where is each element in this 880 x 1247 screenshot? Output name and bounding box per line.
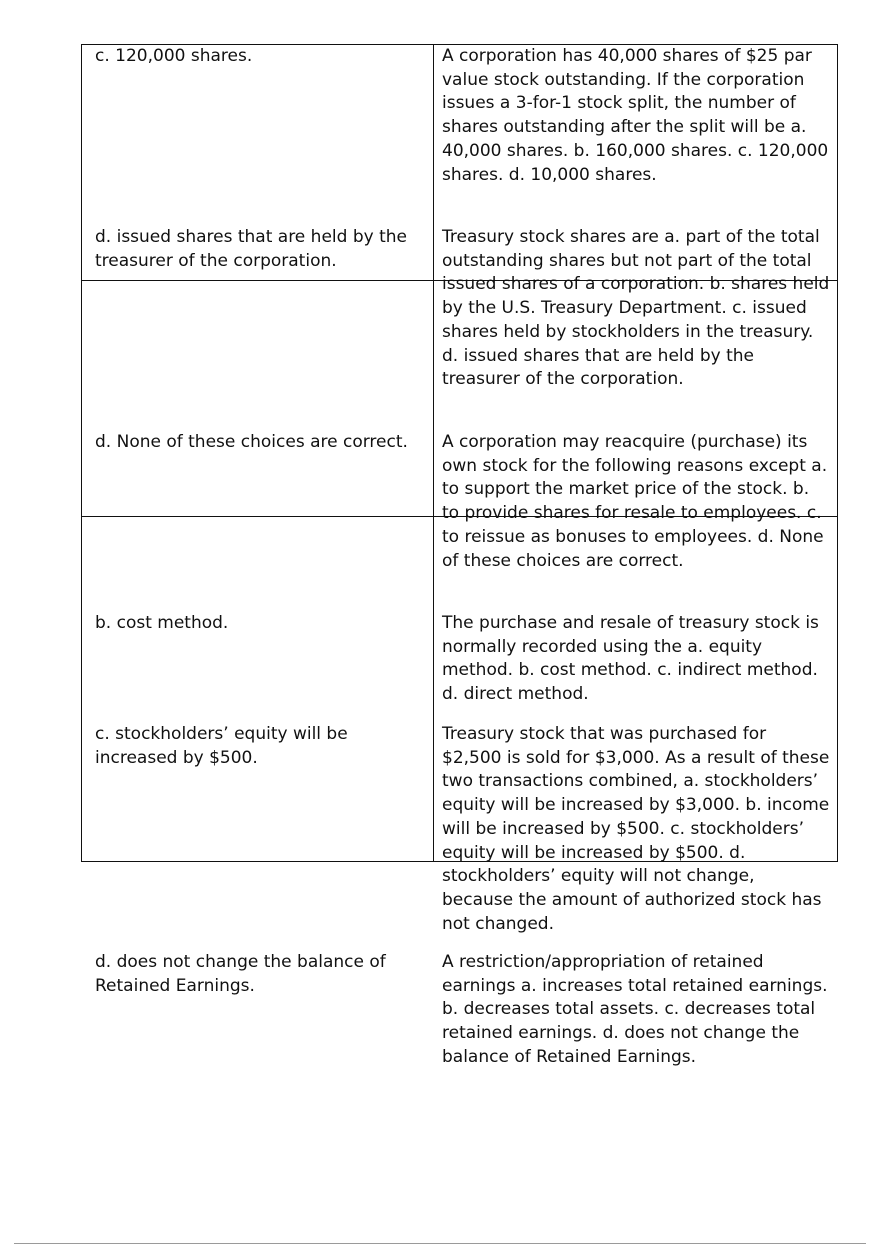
answer-cell-2: d. issued shares that are held by the treasurer of the corporation. xyxy=(95,227,407,271)
question-cell-6: A restriction/appropriation of retained earnings a. increases total retained earnings. b. decreases total assets. c. decreases total retained earnings. d. does not change the balance of Retained Earnings. xyxy=(442,952,828,1067)
answer-cell-1: c. 120,000 shares. xyxy=(95,46,253,66)
question-cell-1: A corporation has 40,000 shares of $25 par value stock outstanding. If the corporation issues a 3-for-1 stock split, the number of shares outstanding after the split will be a. 40,000 shares. b. 160,000 shares. c. 120,000 shares. d. 10,000 shares. xyxy=(442,46,829,185)
question-cell-5: Treasury stock that was purchased for $2,500 is sold for $3,000. As a result of these two transactions combined, a. stockholders’ equity will be increased by $3,000. b. income will be increased by $500. c. stockholders’ equity will be increased by $500. d. stockholders’ equity will not change, because the amount of authorized stock has not changed. xyxy=(442,724,830,934)
answer-cell-4: b. cost method. xyxy=(95,613,229,633)
question-cell-3: A corporation may reacquire (purchase) its own stock for the following reasons except a. to support the market price of the stock. b. to provide shares for resale to employees. c. to reissue as bonuses to employees. d. None of these choices are correct. xyxy=(442,432,828,571)
answer-cell-5: c. stockholders’ equity will be increased by $500. xyxy=(95,724,348,768)
answer-cell-6: d. does not change the balance of Retained Earnings. xyxy=(95,952,386,996)
footer-rule xyxy=(14,1243,866,1244)
question-cell-2: Treasury stock shares are a. part of the total outstanding shares but not part of the total issued shares of a corporation. b. shares held by the U.S. Treasury Department. c. issued shares held by stockholders in the treasury. d. issued shares that are held by the treasurer of the corporation. xyxy=(442,227,830,390)
question-cell-4: The purchase and resale of treasury stock is normally recorded using the a. equity method. b. cost method. c. indirect method. d. direct method. xyxy=(442,613,819,705)
answer-cell-3: d. None of these choices are correct. xyxy=(95,432,408,452)
column-divider xyxy=(433,44,434,862)
